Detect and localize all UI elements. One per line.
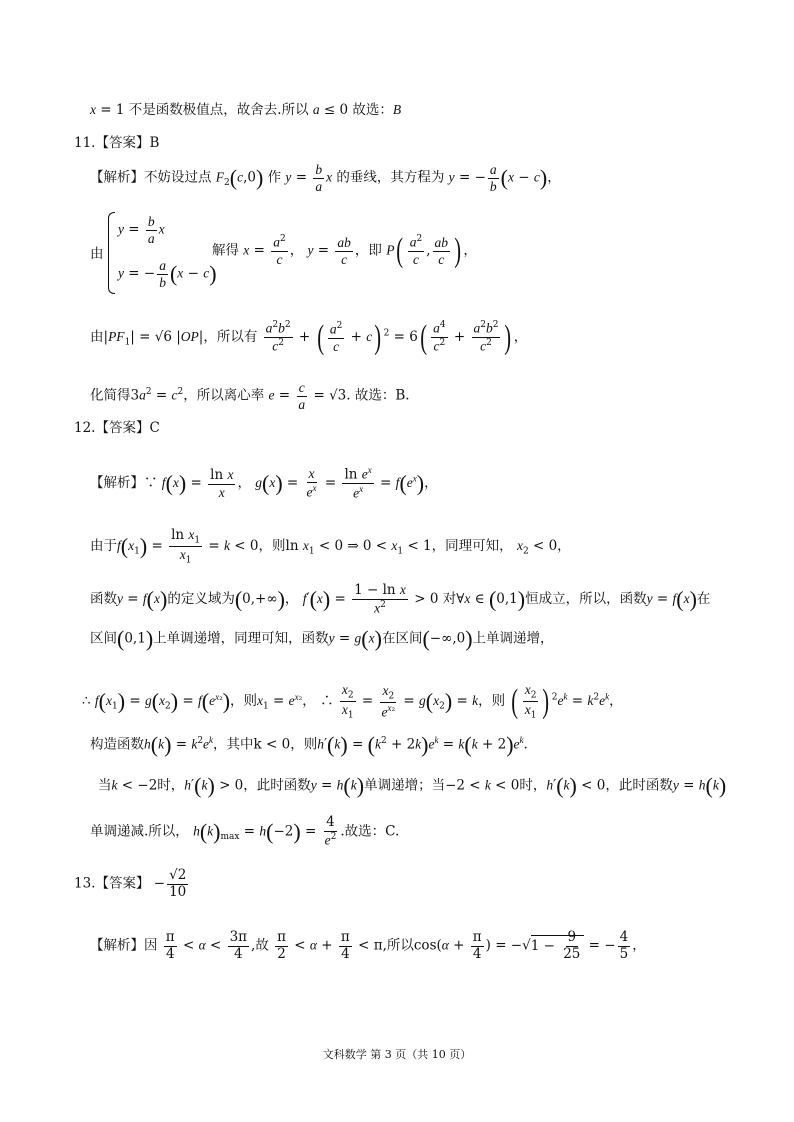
intro-line: x = 1 不是函数极值点，故舍去.所以 a ≤ 0 故选：B: [90, 102, 402, 118]
system-eq1: y = $\frac{b}{a}$ x: [118, 214, 165, 246]
q12-answer: 12.【答案】C: [74, 420, 160, 436]
q12-line3: 函数y = f(x)的定义域为(0,+∞)， f′(x) = $\frac{\text{1 − ln x}}{x^2}$ > 0 对∀x ∈ (0,1)恒成立，所以，函数y = f(x)在: [90, 582, 711, 616]
q11-line-pf1: 由$|PF_1| = √6$ |OP|，所以有 $\frac{a^2b^2}{c^2}$ + ( $\frac{a^2}{c}$ + c) $^2$ = 6( $\frac{a^4}{c^2}$ + $\frac{a^2b^2}{c^2}$ ) ，: [90, 318, 528, 356]
q12-line8: 单调递减.所以， $h(k)_{max} = h(-2)$ = $\frac{4}{e^2}$ .故选：C.: [90, 814, 400, 848]
page-footer: 文科数学 第 3 页（共 10 页）: [322, 1048, 472, 1061]
q11-system-you: 由: [90, 246, 104, 262]
q12-line6: 构造函数$h(k) = k^2e^k$，其中k < 0，则$h'(k) = (k^2 + 2k)e^k = k(k + 2)e^k$.: [90, 732, 528, 757]
q13-line1: 【解析】因 $\frac{\pi}{4}$ < α < $\frac{3\pi}{4}$ ,故 $\frac{\pi}{2}$ < α + $\frac{\pi}{4}$ < π,所以cos(α + $\frac{\pi}{4}$ ) = −√1 − $\frac{9}{25}$ = − $\frac{4}{5}$ ，: [90, 929, 646, 962]
system-brace: [108, 212, 115, 294]
system-eq2: y = − $\frac{a}{b}$ (x − c): [118, 258, 217, 290]
q13-answer: 13.【答案】 − $\frac{√2}{10}$: [74, 867, 187, 900]
q11-solution: 解得 x = $\frac{a^2}{c}$ ， y = $\frac{ab}{c}$ ，即 P( $\frac{a^2}{c}$ , $\frac{ab}{c}$ ) ，: [212, 232, 477, 269]
q12-line1: 【解析】∵ f(x) = $\frac{\text{ln x}}{x}$ ， g(x) = $\frac{x}{e^x}$ = $\frac{\ln e^x}{e^x}$ = $f(e^x)$，: [90, 465, 438, 501]
q12-line7: 当k < −2时，h′(k) > 0，此时函数y = h(k)单调递增；当−2 < k < 0时，h′(k) < 0，此时函数y = h(k): [98, 773, 727, 798]
q11-analysis-line1: 【解析】不妨设过点 $F_2(c,0)$ 作 y = $\frac{b}{a}$ x 的垂线，其方程为 y = − $\frac{a}{b}$ (x − c)，: [90, 162, 561, 194]
q11-answer: 11.【答案】B: [74, 135, 160, 151]
q12-line4: 区间(0,1)上单调递增，同理可知，函数y = g(x)在区间(−∞,0)上单调递增，: [90, 626, 554, 651]
q12-line2: 由于$f(x_1)$ = $\frac{\ln x_1}{x_1}$ = k < 0，则$\ln x_1 < 0$ ⇒ $0 < x_1 < 1$，同理可知， $x_2 < 0$，: [90, 527, 571, 566]
q12-line5: ∴ $f(x_1) = g(x_2) = f(e^{x_2})$，则$x_1 = e^{x_2}$， ∴ $\frac{x_2}{x_1}$ = $\frac{x_2}{e^{x_2}}$ = $g(x_2) = k$，则 ( $\frac{x_2}{x_1}$ ) $^2e^k = k^2e^k$，: [82, 682, 623, 721]
q11-simplify: 化简得$3a^2 = c^2$，所以离心率 e = $\frac{c}{a}$ = √3. 故选：B.: [90, 380, 410, 412]
